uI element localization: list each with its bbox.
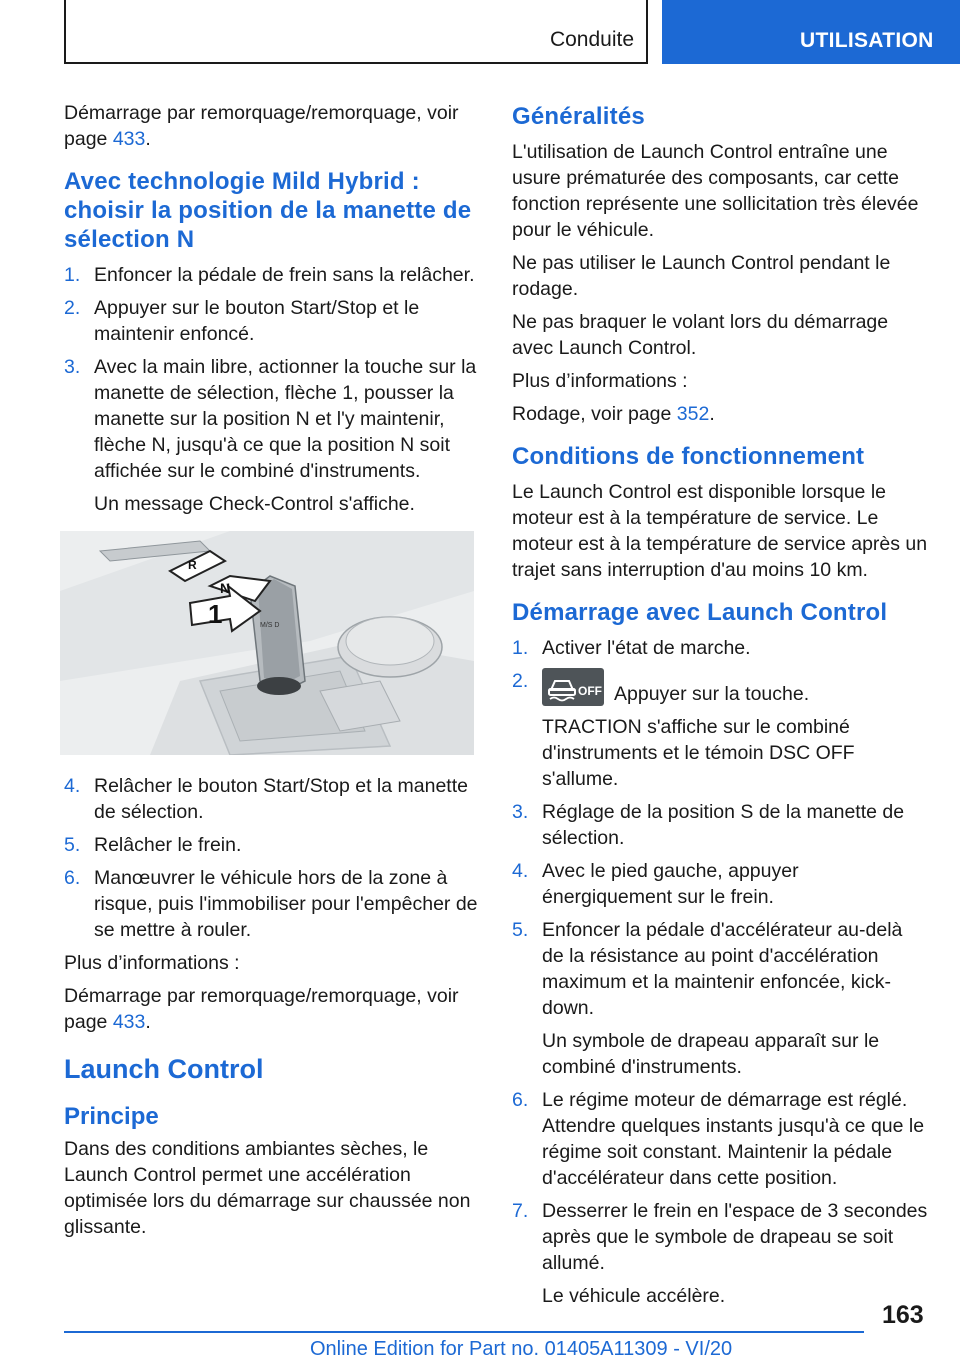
header-chapter-tab: UTILISATION [662,0,960,64]
gear-selector-figure [60,531,474,755]
gear-selector-illustration [60,531,474,755]
generalites-p1: L'utilisation de Launch Control entraîne une usure prématurée des composants, car cette fonction représente une sollicitation très élevée pour le véhicule. [512,141,919,241]
intro-reference: Démarrage par remorquage/remorquage, voir page 433. [64,102,459,150]
steps-list-c [512,635,928,707]
footer-divider [64,1331,864,1333]
page-link-433[interactable]: 433 [112,128,146,150]
edition-footer: Online Edition for Part no. 01405A11309 - VI/20 [310,1338,733,1360]
page-number: 163 [882,1301,924,1329]
more-info-label: Plus d’informations : [512,370,688,392]
principe-heading: Principe [64,1103,159,1130]
list-item: 4. Relâcher le bouton Start/Stop et la manette de sélection. [64,775,468,823]
more-info-label: Plus d’informations : [64,952,240,974]
page-link-352[interactable]: 352 [676,403,710,425]
list-item: 7. Desserrer le frein en l'espace de 3 secondes après que le symbole de drapeau se soit allumé. [512,1200,928,1274]
list-item: 2. Appuyer sur le bouton Start/Stop et le maintenir enfoncé. [64,297,420,345]
generalites-heading: Généralités [512,103,645,130]
principe-text: Dans des conditions ambiantes sèches, le Launch Control permet une accélération optimisée lors du démarrage sur chaussée non glissante. [64,1138,471,1238]
step7-note: Le véhicule accélère. [542,1285,726,1307]
header-section-title: Conduite [549,28,634,51]
list-item: 3. Réglage de la position S de la manette de sélection. [512,801,905,849]
dsc-off-button-icon: OFF [542,668,604,706]
generalites-p2: Ne pas utiliser le Launch Control pendant le rodage. [512,252,891,300]
right-column [512,100,928,1316]
list-item: 3. Avec la main libre, actionner la touche sur la manette de sélection, flèche 1, pousser la manette sur la position N et l'y maintenir, flèche N, jusqu'à ce que la position N soit affichée sur le combiné d'instruments. [64,356,477,482]
list-item: 6. Manœuvrer le véhicule hors de la zone à risque, puis l'immobiliser pour l'empêcher de se mettre à rouler. [64,867,478,941]
list-item: 1. Activer l'état de marche. [512,637,751,659]
left-column [64,100,478,1247]
mild-hybrid-heading: Avec technologie Mild Hybrid : choisir la position de la manette de sélection N [64,168,472,253]
step2-note: TRACTION s'affiche sur le combiné d'instruments et le témoin DSC OFF s'allume. [542,716,855,790]
launch-control-heading: Launch Control [64,1054,264,1084]
towing-reference: Démarrage par remorquage/remorquage, voir page 433. [64,985,459,1033]
figure-label-n: N [220,580,231,596]
step3-note: Un message Check-Control s'affiche. [94,493,415,515]
list-item: 5. Relâcher le frein. [64,834,242,856]
list-item: 2. OFF Appuyer sur la touche. [512,670,810,705]
conditions-heading: Conditions de fonctionnement [512,443,865,470]
steps-list-d [512,799,928,1021]
list-item: 4. Avec le pied gauche, appuyer énergiquement sur le frein. [512,860,799,908]
demarrage-heading: Démarrage avec Launch Control [512,599,888,626]
figure-label-r: R [188,558,197,572]
page-link-433b[interactable]: 433 [112,1011,146,1033]
steps-list-a [64,262,478,484]
rodage-reference: Rodage, voir page 352. [512,403,715,425]
list-item: 6. Le régime moteur de démarrage est réglé. Attendre quelques instants jusqu'à ce que le régime soit constant. Maintenir la pédale d'accélérateur dans cette position. [512,1089,925,1189]
figure-lever-letters: M/S D [260,622,280,629]
conditions-text: Le Launch Control est disponible lorsque le moteur est à la température de service. Le moteur est à la température de service après un trajet sans interruption d'au moins 10 km. [512,481,928,581]
step5-note: Un symbole de drapeau apparaît sur le combiné d'instruments. [542,1030,880,1078]
generalites-p3: Ne pas braquer le volant lors du démarrage avec Launch Control. [512,311,889,359]
steps-list-e [512,1087,928,1276]
header-section-box [64,0,648,64]
list-item: 5. Enfoncer la pédale d'accélérateur au-delà de la résistance au point d'accélération maximum et la maintenir enfoncée, kick-down. [512,919,903,1019]
steps-list-b [64,773,478,943]
list-item: 1. Enfoncer la pédale de frein sans la relâcher. [64,264,475,286]
figure-label-1: 1 [208,599,223,629]
